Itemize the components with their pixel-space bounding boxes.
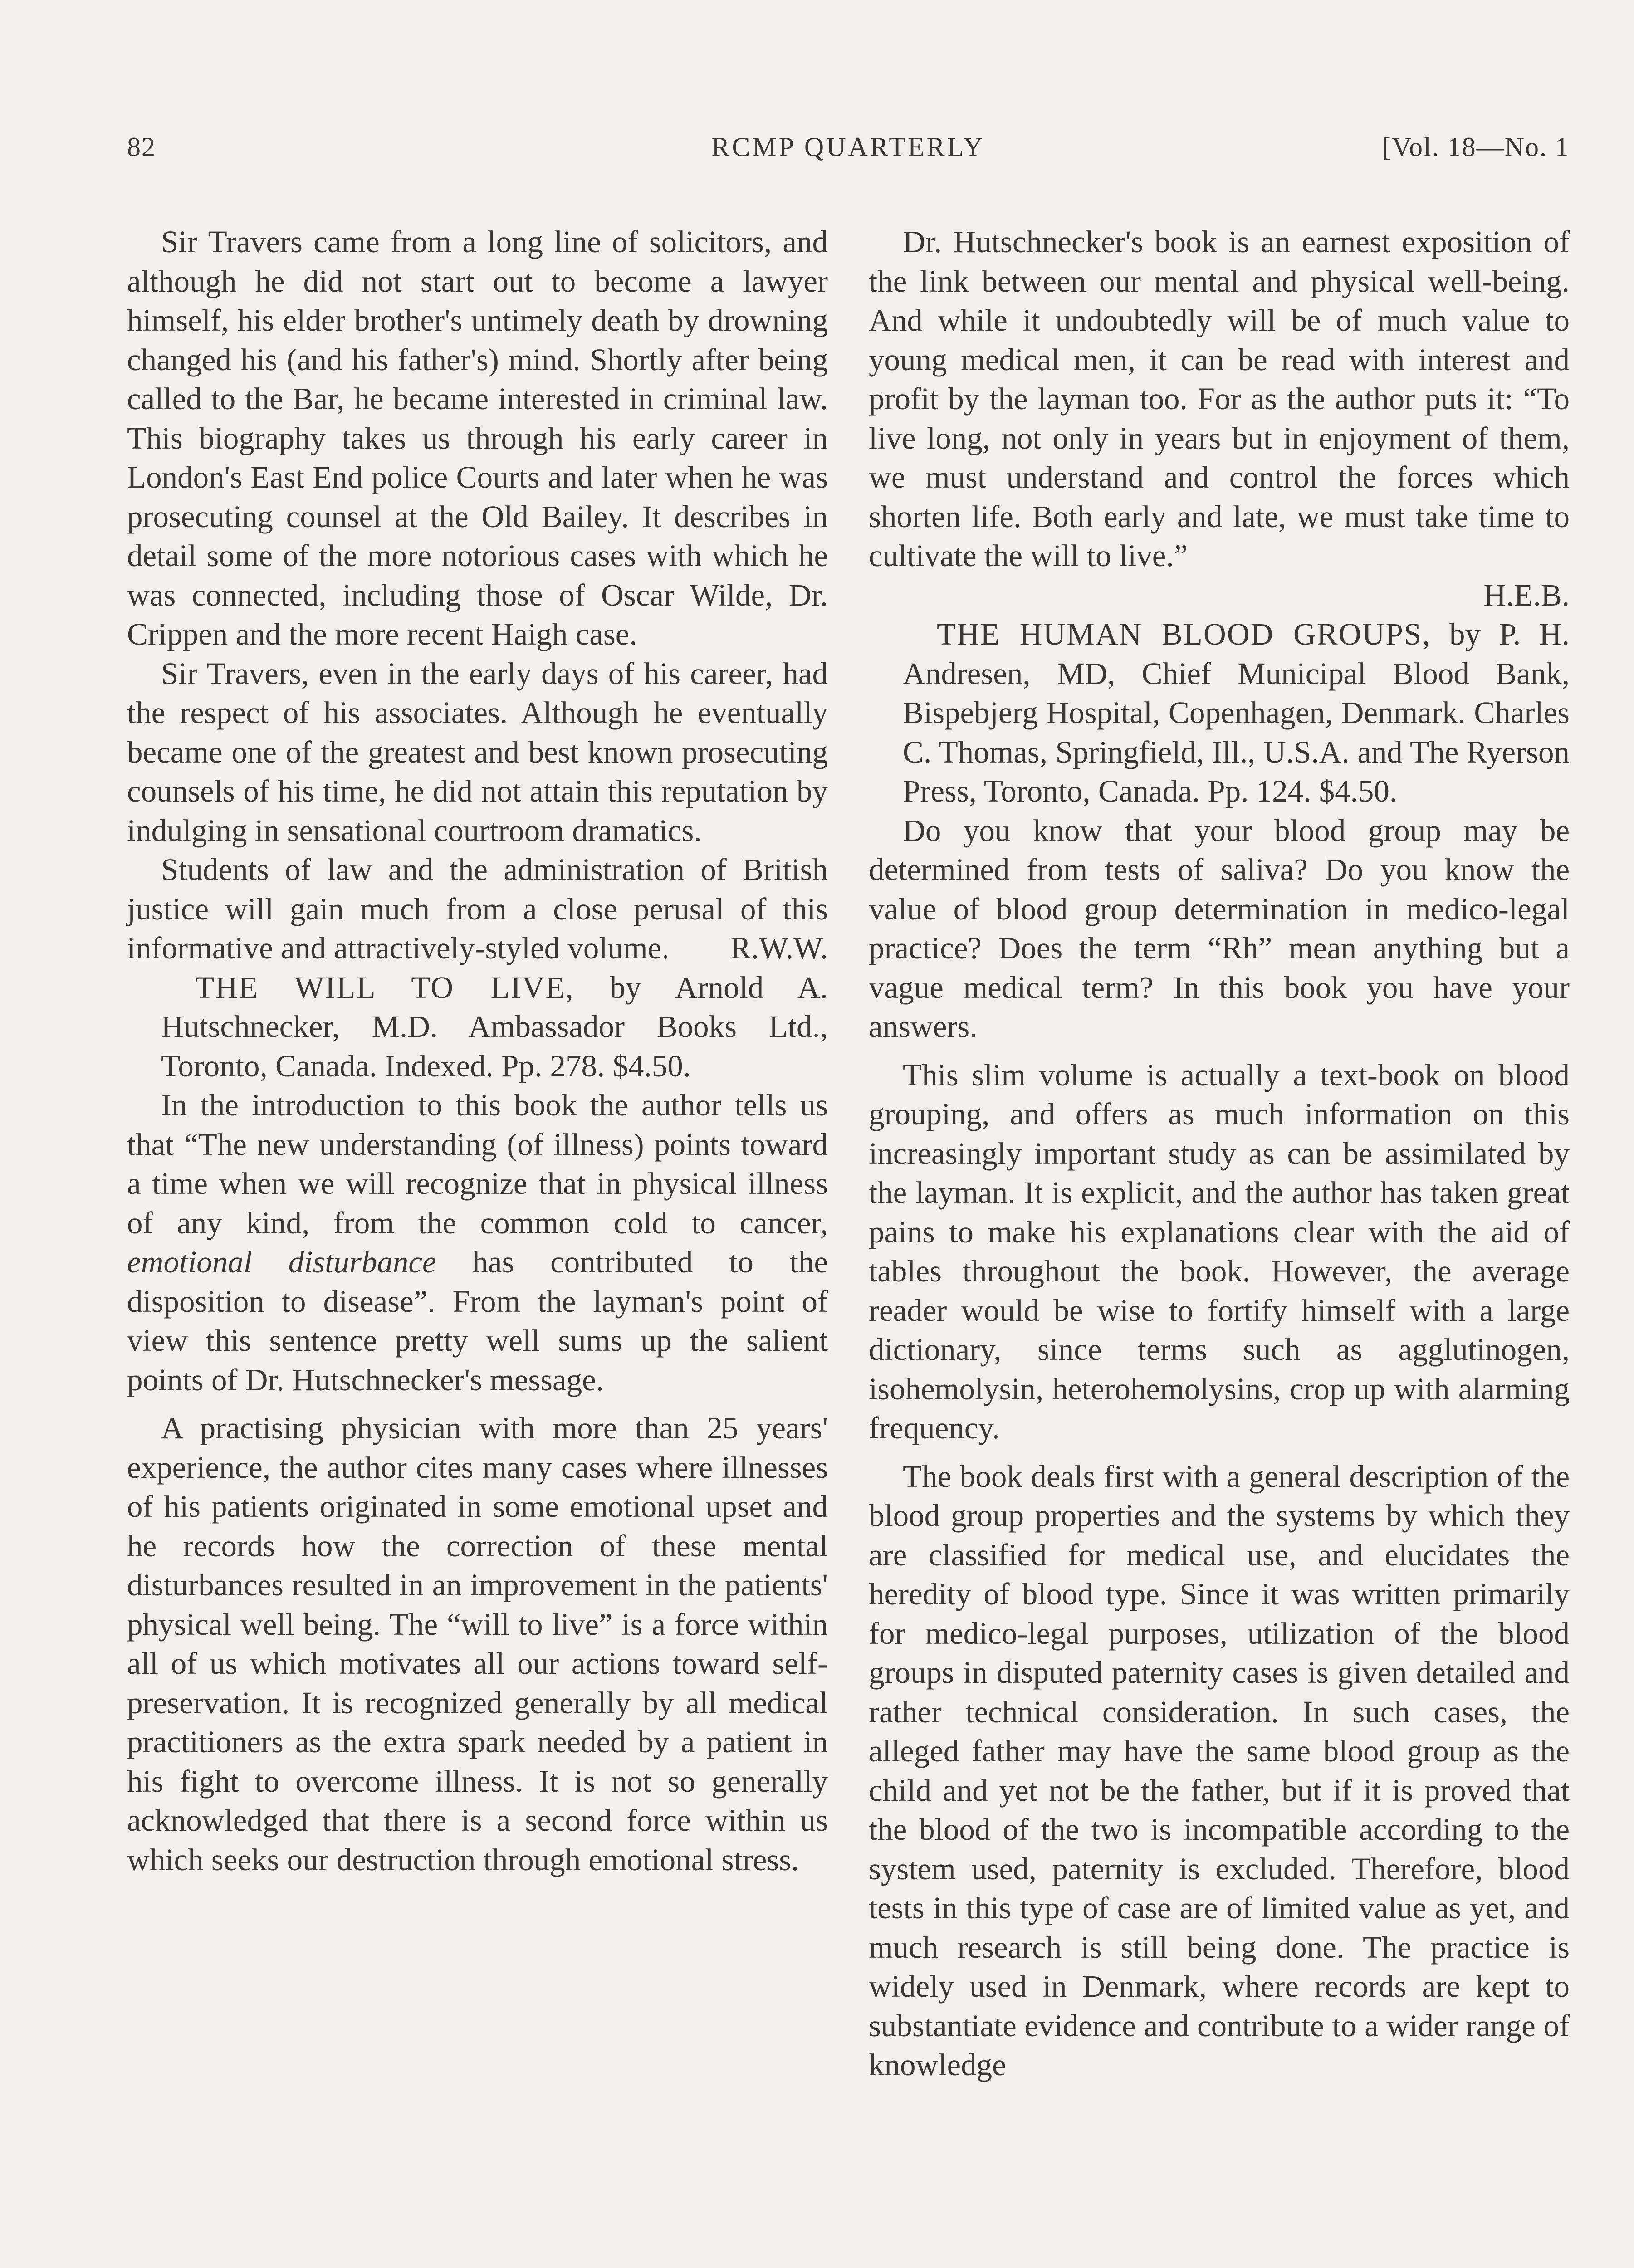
reviewer-signature-rww: R.W.W. bbox=[730, 931, 828, 965]
review2-heading bbox=[127, 968, 828, 1086]
review3-paragraph-3: The book deals first with a general description of the blood group properties and the systems by which they are classified for medical use, and elucidates the heredity of blood type. Since it was written primarily for medico-legal purposes, utilization of the blood groups in disputed paternity cases is given detailed and rather technical consideration. In such cases, the alleged father may have the same blood group as the child and yet not be the father, but if it is proved that the blood of the two is incompatible according to the system used, paternity is excluded. Therefore, blood tests in this type of case are of limited value as yet, and much research is still being done. The practice is widely used in Denmark, where records are kept to substantiate evidence and contribute to a wider range of knowledge bbox=[869, 1459, 1570, 2082]
review1-paragraph-3 bbox=[127, 850, 828, 968]
left-column bbox=[127, 222, 828, 1879]
emphasized-phrase: emotional disturbance bbox=[127, 1245, 436, 1279]
review1-paragraph-2: Sir Travers, even in the early days of his career, had the respect of his associates. Although he eventually became one of the greatest and best known prosecuting counsels of his time, he did not attain this reputation by indulging in sensational courtroom dramatics. bbox=[127, 656, 828, 848]
review2-book-details: by Arnold A. Hutschnecker, M.D. Ambassador Books Ltd., Toronto, Canada. Indexed. Pp. 278. $4.50. bbox=[161, 970, 828, 1083]
reviewer-signature-heb: H.E.B. bbox=[1483, 577, 1570, 612]
review2-book-title: THE WILL TO LIVE, bbox=[195, 970, 574, 1005]
review3-book-details: by P. H. Andresen, MD, Chief Municipal Blood Bank, Bispebjerg Hospital, Copenhagen, Denmark. Charles C. Thomas, Springfield, Ill., U.S.A. and The Ryerson Press, Toronto, Canada. Pp. 124. $4.50. bbox=[903, 617, 1570, 808]
review1-paragraph-3-text: Students of law and the administration of British justice will gain much from a close perusal of this informative and attractively-styled volume. bbox=[127, 852, 828, 965]
running-header bbox=[127, 132, 1570, 172]
review2-paragraph-3: Dr. Hutschnecker's book is an earnest exposition of the link between our mental and physical well-being. And while it undoubtedly will be of much value to young medical men, it can be read with interest and profit by the layman too. For as the author puts it: “To live long, not only in years but in enjoyment of them, we must understand and control the forces which shorten life. Both early and late, we must take time to cultivate the will to live.” bbox=[869, 225, 1570, 573]
review3-paragraph-1: Do you know that your blood group may be determined from tests of saliva? Do you know the value of blood group determination in medico-legal practice? Does the term “Rh” mean anything but a vague medical term? In this book you have your answers. bbox=[869, 813, 1570, 1044]
review3-book-title: THE HUMAN BLOOD GROUPS, bbox=[937, 617, 1431, 651]
right-column bbox=[869, 222, 1570, 2085]
review3-heading bbox=[869, 615, 1570, 811]
journal-title: RCMP QUARTERLY bbox=[711, 132, 985, 162]
review2-paragraph-1 bbox=[127, 1085, 828, 1399]
review2-paragraph-1-part-b: has contributed to the disposition to disease”. From the layman's point of view this sentence pretty well sums up the salient points of Dr. Hutschnecker's message. bbox=[127, 1245, 828, 1397]
review2-paragraph-2: A practising physician with more than 25 years' experience, the author cites many cases where illnesses of his patients originated in some emotional upset and he records how the correction of these mental disturbances resulted in an improvement in the patients' physical well being. The “will to live” is a force within all of us which motivates all our actions toward self-preservation. It is recognized generally by all medical practitioners as the extra spark needed by a patient in his fight to overcome illness. It is not so generally acknowledged that there is a second force within us which seeks our destruction through emotional stress. bbox=[127, 1411, 828, 1877]
review1-paragraph-1: Sir Travers came from a long line of solicitors, and although he did not start out to become a lawyer himself, his elder brother's untimely death by drowning changed his (and his father's) mind. Shortly after being called to the Bar, he became interested in criminal law. This biography takes us through his early career in London's East End police Courts and later when he was prosecuting counsel at the Old Bailey. It describes in detail some of the more notorious cases with which he was connected, including those of Oscar Wilde, Dr. Crippen and the more recent Haigh case. bbox=[127, 225, 828, 651]
review2-paragraph-1-part-a: In the introduction to this book the author tells us that “The new understanding (of illness) points toward a time when we will recognize that in physical illness of any kind, from the common cold to cancer, bbox=[127, 1088, 828, 1240]
volume-issue: [Vol. 18—No. 1 bbox=[1382, 132, 1570, 162]
page-number: 82 bbox=[127, 132, 156, 162]
review3-paragraph-2: This slim volume is actually a text-book on blood grouping, and offers as much information on this increasingly important study as can be assimilated by the layman. It is explicit, and the author has taken great pains to make his explanations clear with the aid of tables throughout the book. However, the average reader would be wise to fortify himself with a large dictionary, since terms such as agglutinogen, isohemolysin, heterohemolysins, crop up with alarming frequency. bbox=[869, 1057, 1570, 1445]
